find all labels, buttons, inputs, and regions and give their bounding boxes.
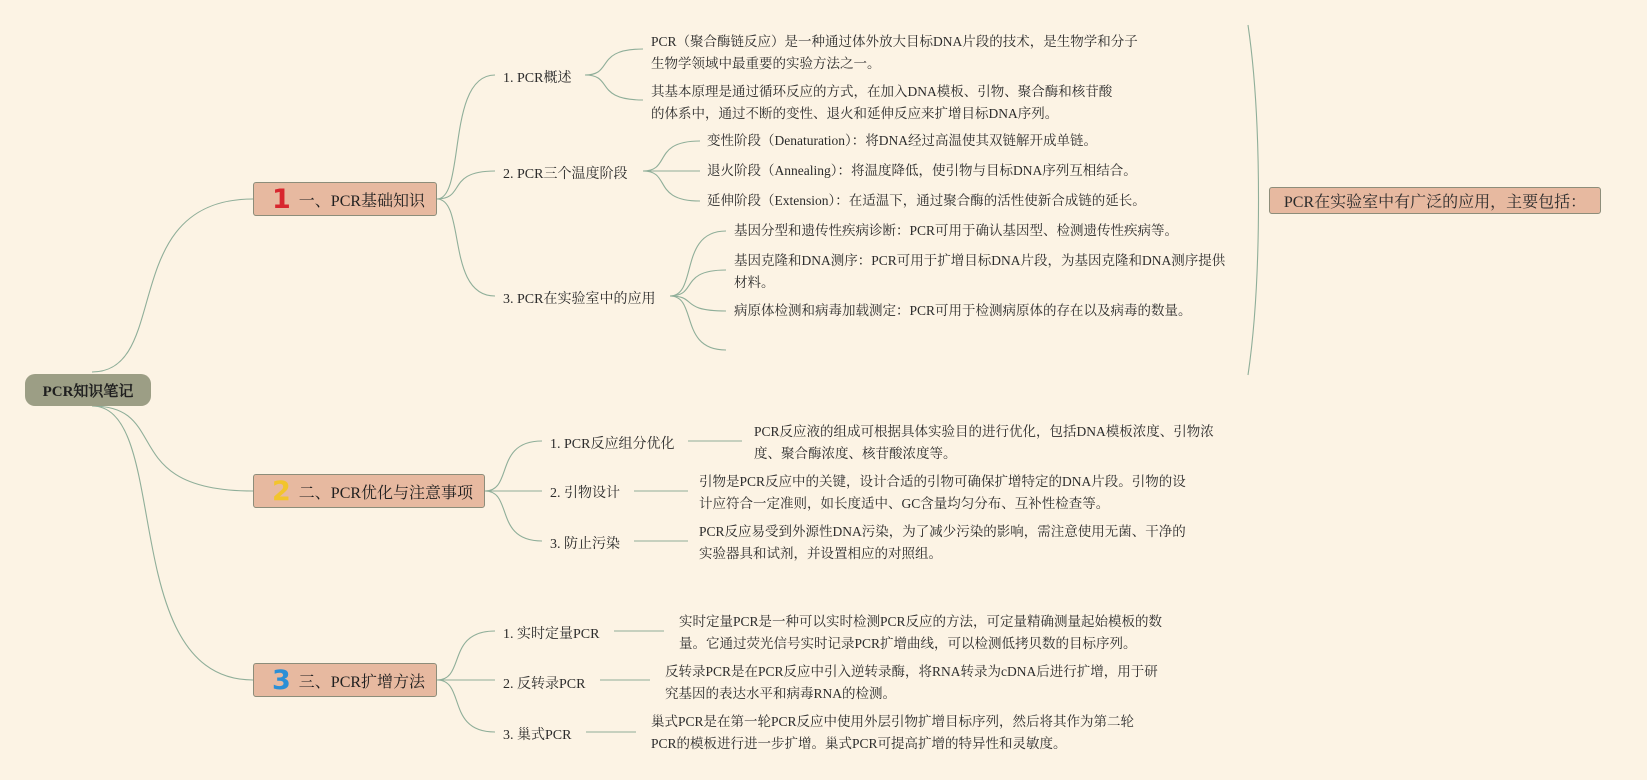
detail-contamination-prevention: PCR反应易受到外源性DNA污染，为了减少污染的影响，需注意使用无菌、干净的实验器具和试剂，并设置相应的对照组。 — [699, 524, 1186, 561]
section-title: 二、PCR优化与注意事项 — [298, 484, 474, 502]
connector-line — [485, 441, 542, 491]
topic-lab-applications[interactable]: 3. PCR在实验室中的应用 — [503, 292, 656, 307]
connector-line — [585, 49, 643, 75]
topic-rt-pcr[interactable]: 2. 反转录PCR — [503, 677, 586, 692]
side-note-applications[interactable]: PCR在实验室中有广泛的应用，主要包括： — [1269, 187, 1601, 214]
topic-pcr-overview[interactable]: 1. PCR概述 — [503, 71, 572, 86]
connector-line — [670, 296, 726, 350]
detail-annealing: 退火阶段（Annealing）：将温度降低，使引物与目标DNA序列互相结合。 — [707, 163, 1137, 178]
connector-line — [437, 680, 495, 732]
root-node[interactable]: PCR知识笔记 — [25, 374, 151, 406]
detail-genotyping: 基因分型和遗传性疾病诊断：PCR可用于确认基因型、检测遗传性疾病等。 — [734, 223, 1179, 238]
detail-component-optimization: PCR反应液的组成可根据具体实验目的进行优化，包括DNA模板浓度、引物浓度、聚合酶浓度、核苷酸浓度等。 — [754, 424, 1214, 461]
topic-nested-pcr[interactable]: 3. 巢式PCR — [503, 728, 572, 743]
topic-component-optimization[interactable]: 1. PCR反应组分优化 — [550, 437, 675, 452]
detail-cloning-sequencing: 基因克隆和DNA测序：PCR可用于扩增目标DNA片段，为基因克隆和DNA测序提供材料。 — [734, 253, 1226, 290]
section-node-basics[interactable] — [253, 182, 437, 216]
number-two-icon: 2 — [272, 475, 291, 507]
connector-line — [437, 631, 495, 680]
section-node-optimization[interactable] — [253, 474, 485, 508]
connector-line — [437, 199, 495, 296]
topic-qpcr[interactable]: 1. 实时定量PCR — [503, 627, 600, 642]
detail-extension: 延伸阶段（Extension）：在适温下，通过聚合酶的活性使新合成链的延长。 — [707, 193, 1146, 208]
detail-nested-pcr: 巢式PCR是在第一轮PCR反应中使用外层引物扩增目标序列，然后将其作为第二轮PCR的模板进行进一步扩增。巢式PCR可提高扩增的特异性和灵敏度。 — [651, 714, 1135, 751]
section-title: 一、PCR基础知识 — [298, 192, 426, 210]
connector-line — [643, 171, 700, 201]
topic-temperature-stages[interactable]: 2. PCR三个温度阶段 — [503, 167, 628, 182]
connector-line — [670, 270, 726, 296]
connector-line — [437, 75, 495, 199]
connector-line — [437, 171, 495, 199]
detail-overview-principle: 其基本原理是通过循环反应的方式，在加入DNA模板、引物、聚合酶和核苷酸的体系中，通过不断的变性、退火和延伸反应来扩增目标DNA序列。 — [651, 84, 1113, 121]
connector-line — [585, 75, 643, 100]
number-one-icon: 1 — [272, 183, 291, 215]
detail-overview-definition: PCR（聚合酶链反应）是一种通过体外放大目标DNA片段的技术，是生物学和分子生物学领域中最重要的实验方法之一。 — [651, 34, 1138, 71]
root-to-section-1 — [92, 199, 253, 372]
number-three-icon: 3 — [272, 664, 291, 696]
root-to-section-3 — [92, 406, 253, 680]
root-to-section-2 — [92, 406, 253, 491]
section-title: 三、PCR扩增方法 — [298, 673, 426, 691]
side-note-bracket — [1248, 25, 1259, 375]
connector-line — [643, 141, 700, 171]
detail-denaturation: 变性阶段（Denaturation）：将DNA经过高温使其双链解开成单链。 — [707, 133, 1097, 148]
detail-primer-design: 引物是PCR反应中的关键，设计合适的引物可确保扩增特定的DNA片段。引物的设计应符合一定准则，如长度适中、GC含量均匀分布、互补性检查等。 — [699, 474, 1186, 511]
topic-contamination-prevention[interactable]: 3. 防止污染 — [550, 537, 620, 552]
detail-pathogen-detection: 病原体检测和病毒加载测定：PCR可用于检测病原体的存在以及病毒的数量。 — [734, 303, 1192, 318]
topic-primer-design[interactable]: 2. 引物设计 — [550, 486, 620, 501]
section-node-amplification[interactable] — [253, 663, 437, 697]
connector-line — [670, 231, 726, 296]
connector-line — [485, 491, 542, 541]
detail-rt-pcr: 反转录PCR是在PCR反应中引入逆转录酶，将RNA转录为cDNA后进行扩增，用于研究基因的表达水平和病毒RNA的检测。 — [665, 664, 1158, 701]
detail-qpcr: 实时定量PCR是一种可以实时检测PCR反应的方法，可定量精确测量起始模板的数量。它通过荧光信号实时记录PCR扩增曲线，可以检测低拷贝数的目标序列。 — [679, 614, 1163, 651]
